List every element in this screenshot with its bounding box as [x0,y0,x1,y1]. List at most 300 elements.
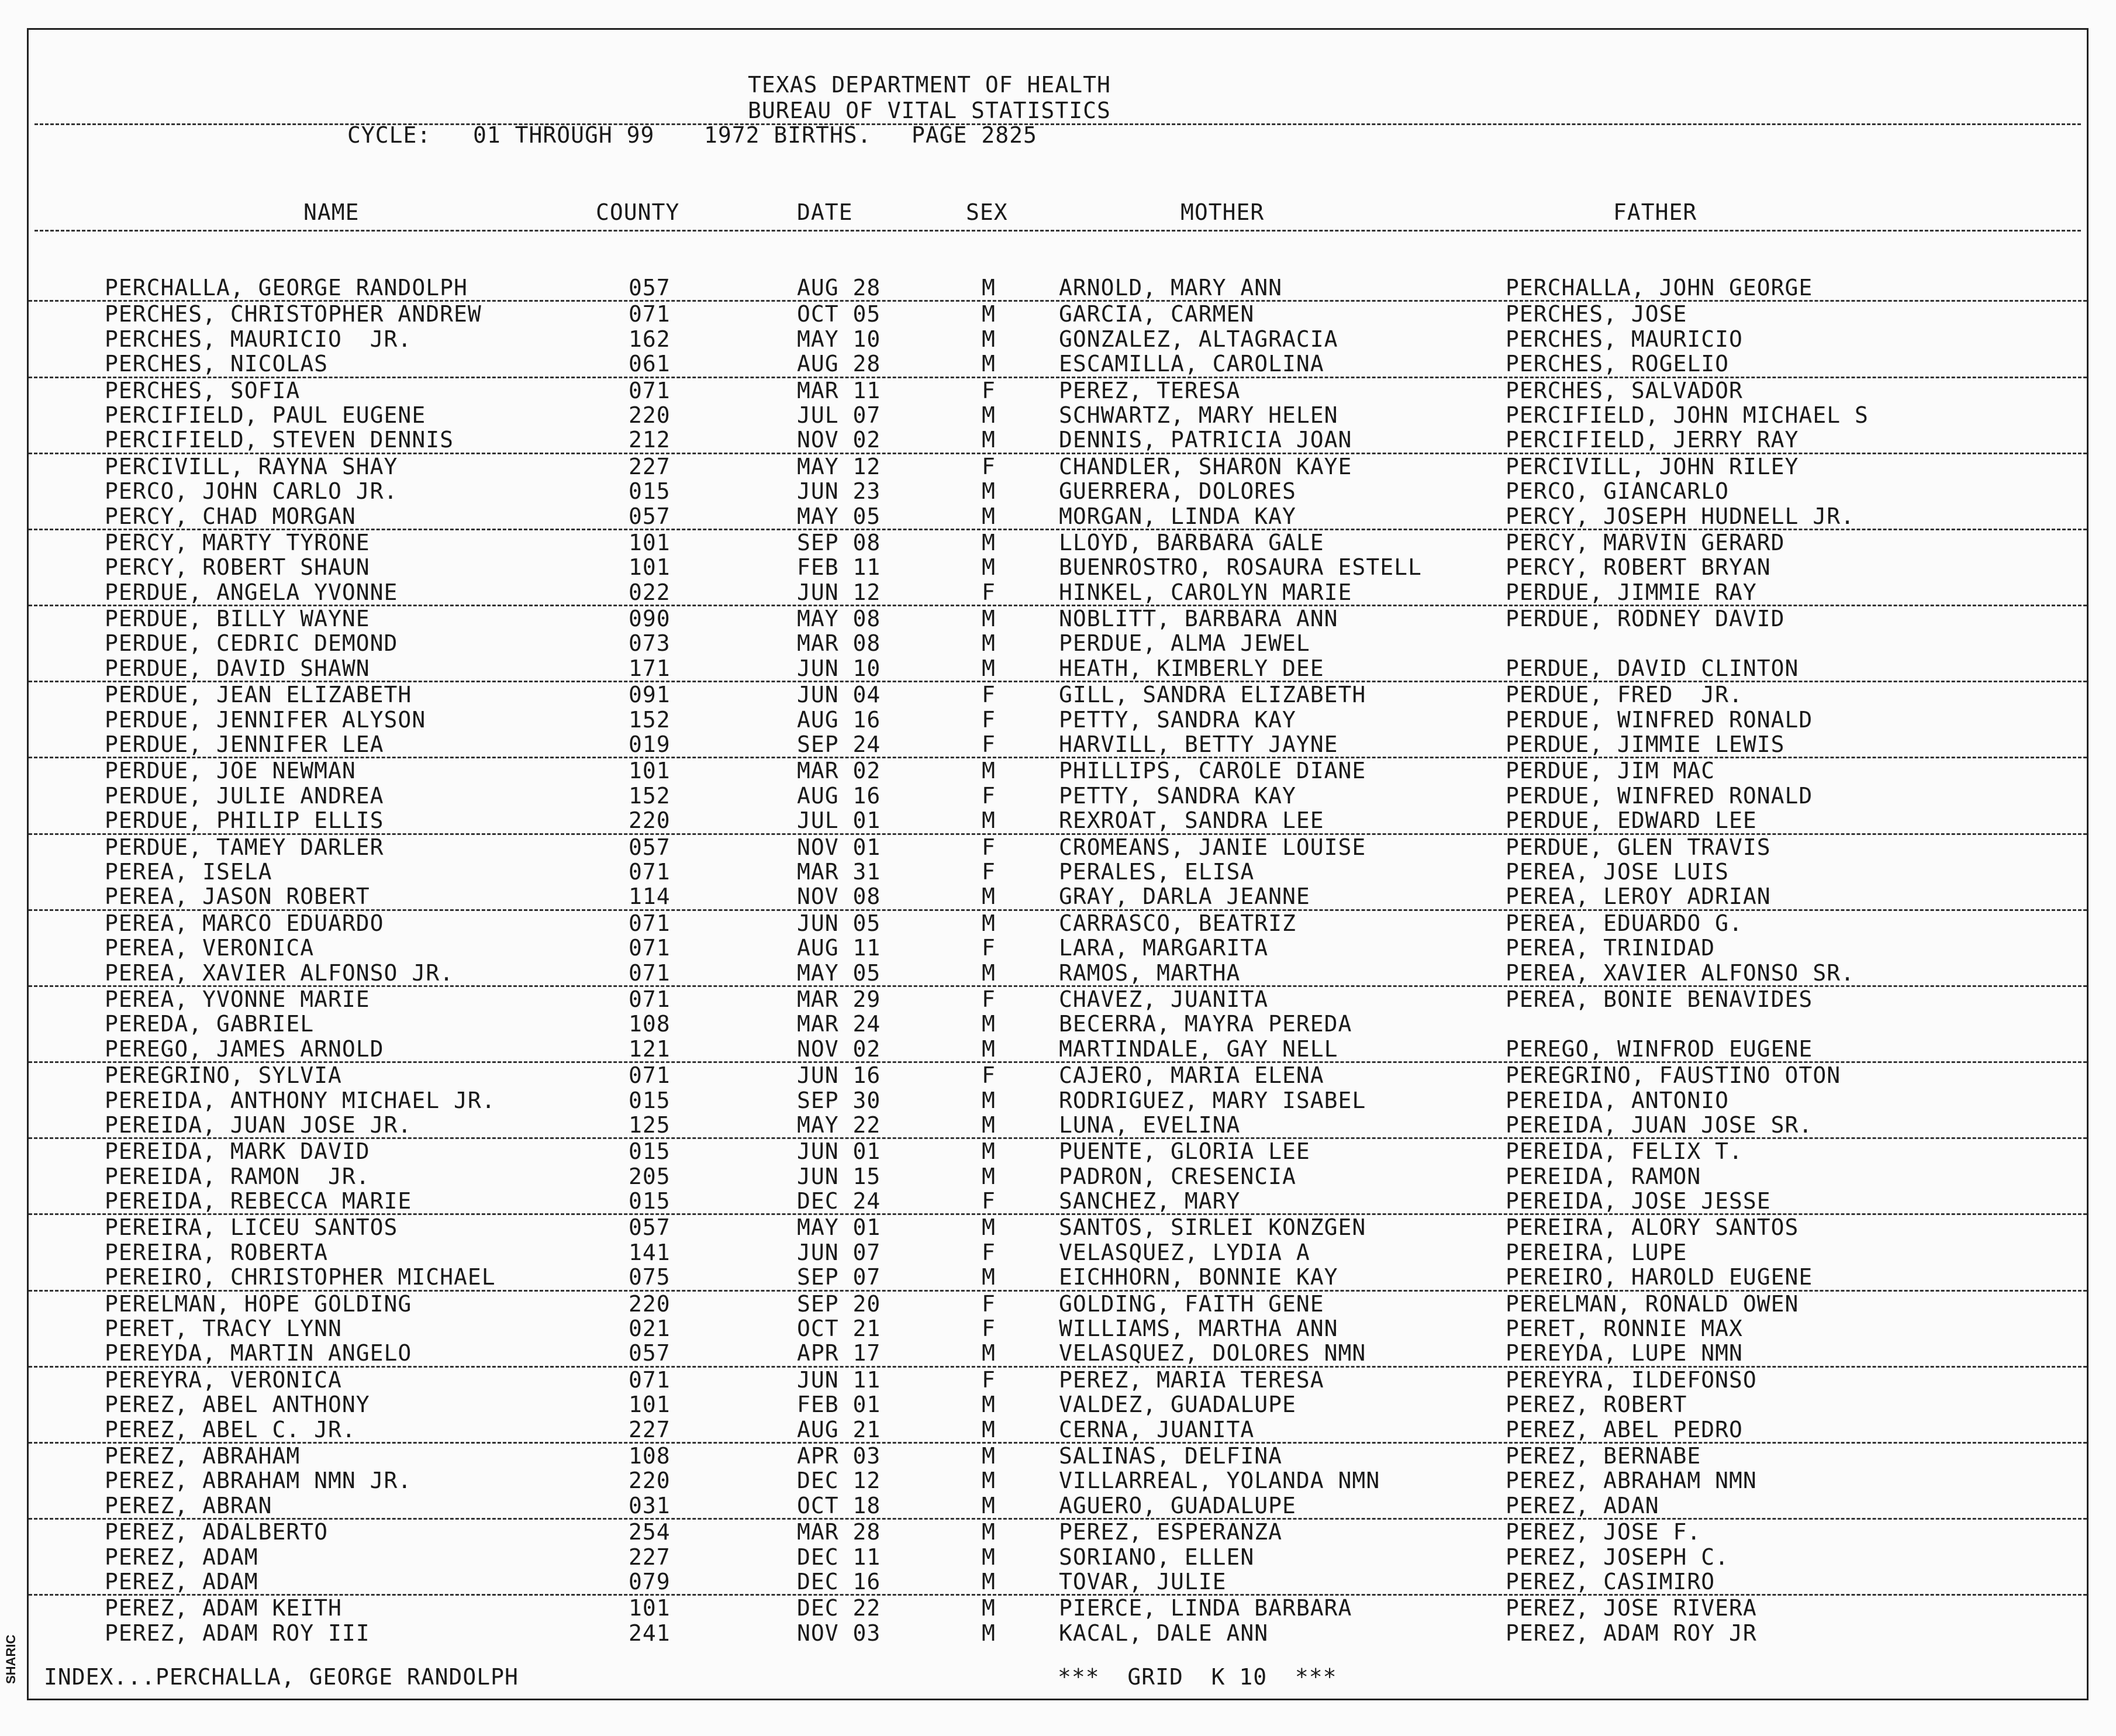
cell-name: PERDUE, JULIE ANDREA [105,782,384,809]
cell-mother: CAJERO, MARIA ELENA [1059,1062,1324,1089]
cell-sex: M [982,1163,996,1189]
cell-date: NOV 02 [797,1036,881,1062]
cell-sex: M [982,1595,996,1621]
cell-date: JUL 07 [797,402,881,428]
cell-sex: F [982,1366,996,1393]
table-row [29,1012,2087,1036]
cell-county: 071 [629,910,671,936]
cell-county: 079 [629,1568,671,1595]
cell-sex: M [982,1138,996,1165]
table-row [29,1341,2087,1367]
cell-name: PERCIVILL, RAYNA SHAY [105,453,398,479]
cell-county: 121 [629,1036,671,1062]
cell-county: 152 [629,706,671,733]
table-row [29,1292,2087,1316]
cell-sex: M [982,655,996,681]
cell-county: 091 [629,682,671,708]
cell-date: JUL 01 [797,807,881,834]
cell-sex: M [982,402,996,428]
cell-county: 057 [629,1340,671,1366]
cell-sex: M [982,478,996,505]
table-row [29,1493,2087,1520]
cell-date: MAY 22 [797,1112,881,1138]
cell-mother: RODRIGUEZ, MARY ISABEL [1059,1087,1366,1113]
cell-date: MAR 24 [797,1011,881,1037]
cell-father: PEREZ, JOSE RIVERA [1506,1595,1757,1621]
cell-date: OCT 18 [797,1492,881,1518]
table-row [29,732,2087,758]
cell-name: PERDUE, PHILIP ELLIS [105,807,384,834]
table-row [29,275,2087,302]
cell-sex: M [982,326,996,352]
cell-sex: M [982,351,996,377]
cell-sex: M [982,1468,996,1494]
cell-mother: VELASQUEZ, DOLORES NMN [1059,1340,1366,1366]
cell-mother: CARRASCO, BEATRIZ [1059,910,1296,936]
cell-mother: SORIANO, ELLEN [1059,1544,1255,1570]
cell-mother: CHAVEZ, JUANITA [1059,986,1269,1012]
cell-name: PEREIDA, ANTHONY MICHAEL JR. [105,1087,496,1113]
cell-county: 227 [629,1416,671,1442]
cell-father: PERDUE, JIMMIE RAY [1506,579,1757,605]
cell-father: PEREYRA, ILDEFONSO [1506,1366,1757,1393]
table-row [29,911,2087,936]
cell-father: PEREA, EDUARDO G. [1506,910,1743,936]
cell-mother: PERALES, ELISA [1059,858,1255,885]
cell-name: PERCY, MARTY TYRONE [105,529,370,555]
cell-sex: M [982,1492,996,1518]
birth-records-table [29,275,2087,1645]
cell-name: PEREIDA, RAMON JR. [105,1163,370,1189]
cell-name: PEREA, YVONNE MARIE [105,986,370,1012]
cell-county: 227 [629,1544,671,1570]
cell-county: 101 [629,758,671,784]
cell-sex: F [982,1062,996,1089]
cell-county: 108 [629,1442,671,1469]
table-row [29,1088,2087,1113]
cell-father: PEREIDA, JUAN JOSE SR. [1506,1112,1813,1138]
cell-father: PEREZ, JOSE F. [1506,1519,1701,1545]
cell-date: OCT 21 [797,1316,881,1342]
cell-name: PEREZ, ABRAHAM NMN JR. [105,1468,412,1494]
cell-county: 057 [629,503,671,529]
cell-father: PEREGO, WINFROD EUGENE [1506,1036,1813,1062]
cell-date: MAR 31 [797,858,881,885]
cell-mother: PEREZ, ESPERANZA [1059,1519,1283,1545]
cell-name: PEREZ, ADAM KEITH [105,1595,342,1621]
table-row [29,1444,2087,1468]
cell-name: PERDUE, TAMEY DARLER [105,834,384,860]
cell-name: PEREA, VERONICA [105,935,315,961]
cell-date: JUN 05 [797,910,881,936]
cell-father: PERDUE, EDWARD LEE [1506,807,1757,834]
cell-sex: F [982,1316,996,1342]
cell-date: JUN 01 [797,1138,881,1165]
cell-name: PEREDA, GABRIEL [105,1011,315,1037]
cell-sex: M [982,630,996,657]
cell-county: 101 [629,1595,671,1621]
table-row [29,1468,2087,1493]
cell-sex: M [982,1036,996,1062]
table-row [29,707,2087,732]
cell-name: PEREGO, JAMES ARNOLD [105,1036,384,1062]
cell-sex: F [982,453,996,479]
table-row [29,1520,2087,1544]
grid-footer: *** GRID K 10 *** [1058,1664,1337,1690]
table-row [29,1569,2087,1596]
cell-date: MAY 08 [797,606,881,632]
cell-name: PEREIRO, CHRISTOPHER MICHAEL [105,1264,496,1290]
cell-father: PEREIDA, ANTONIO [1506,1087,1730,1113]
cell-mother: KACAL, DALE ANN [1059,1620,1269,1646]
cell-date: JUN 07 [797,1239,881,1265]
table-row [29,936,2087,960]
page-label: PAGE 2825 [912,122,1037,148]
cell-name: PERDUE, JOE NEWMAN [105,758,356,784]
cell-mother: LUNA, EVELINA [1059,1112,1241,1138]
cell-mother: GOLDING, FAITH GENE [1059,1290,1324,1317]
report-title-line2: BUREAU OF VITAL STATISTICS [748,98,1111,123]
cell-date: MAR 11 [797,377,881,403]
cell-name: PERELMAN, HOPE GOLDING [105,1290,412,1317]
cell-mother: SALINAS, DELFINA [1059,1442,1283,1469]
table-row [29,784,2087,808]
cell-father: PEREA, JOSE LUIS [1506,858,1730,885]
cell-county: 015 [629,1087,671,1113]
cell-mother: VILLARREAL, YOLANDA NMN [1059,1468,1380,1494]
cell-father: PEREIDA, FELIX T. [1506,1138,1743,1165]
cell-name: PEREIRA, LICEU SANTOS [105,1214,398,1241]
cell-sex: M [982,1442,996,1469]
cell-name: PEREZ, ABRAHAM [105,1442,301,1469]
cell-mother: SANTOS, SIRLEI KONZGEN [1059,1214,1366,1241]
table-row [29,1368,2087,1392]
cell-father: PEREA, BONIE BENAVIDES [1506,986,1813,1012]
cell-date: SEP 20 [797,1290,881,1317]
cell-date: APR 03 [797,1442,881,1469]
cell-county: 090 [629,606,671,632]
cell-name: PERCHES, MAURICIO JR. [105,326,412,352]
cell-name: PERDUE, ANGELA YVONNE [105,579,398,605]
cell-name: PERCHALLA, GEORGE RANDOLPH [105,275,468,301]
cell-date: JUN 23 [797,478,881,505]
cell-mother: SANCHEZ, MARY [1059,1188,1241,1214]
cell-mother: MARTINDALE, GAY NELL [1059,1036,1338,1062]
cell-sex: M [982,554,996,581]
cell-father: PEREIRA, ALORY SANTOS [1506,1214,1799,1241]
cell-county: 101 [629,554,671,581]
cell-father: PERCY, MARVIN GERARD [1506,529,1785,555]
cell-father: PERDUE, RODNEY DAVID [1506,606,1785,632]
cell-date: MAR 08 [797,630,881,657]
cell-mother: AGUERO, GUADALUPE [1059,1492,1296,1518]
cell-father: PEREA, LEROY ADRIAN [1506,883,1771,910]
cell-county: 152 [629,782,671,809]
cell-father: PERCO, GIANCARLO [1506,478,1730,505]
cell-father: PERCHES, ROGELIO [1506,351,1730,377]
cell-mother: VALDEZ, GUADALUPE [1059,1392,1296,1418]
cell-date: JUN 04 [797,682,881,708]
cell-father: PERDUE, JIMMIE LEWIS [1506,731,1785,758]
cell-father: PERCIFIELD, JERRY RAY [1506,427,1799,453]
column-header-sex: SEX [966,199,1008,225]
cell-name: PEREYRA, VERONICA [105,1366,342,1393]
cell-mother: PETTY, SANDRA KAY [1059,706,1296,733]
cell-date: SEP 07 [797,1264,881,1290]
cell-date: OCT 05 [797,301,881,327]
cell-father: PEREZ, ADAN [1506,1492,1659,1518]
cell-name: PEREIDA, REBECCA MARIE [105,1188,412,1214]
cell-sex: F [982,935,996,961]
cell-date: MAY 12 [797,453,881,479]
table-row [29,327,2087,351]
cell-sex: M [982,427,996,453]
cell-county: 220 [629,807,671,834]
cell-county: 057 [629,275,671,301]
cell-father: PEREYDA, LUPE NMN [1506,1340,1743,1366]
cell-name: PEREA, XAVIER ALFONSO JR. [105,960,454,986]
cell-county: 220 [629,402,671,428]
table-row [29,580,2087,606]
cell-date: DEC 24 [797,1188,881,1214]
cell-mother: PETTY, SANDRA KAY [1059,782,1296,809]
table-row [29,1189,2087,1215]
cell-date: FEB 11 [797,554,881,581]
table-row [29,530,2087,555]
table-row [29,1240,2087,1265]
cell-mother: CERNA, JUANITA [1059,1416,1255,1442]
cell-father: PEREZ, ROBERT [1506,1392,1687,1418]
cell-sex: M [982,758,996,784]
cell-name: PERCO, JOHN CARLO JR. [105,478,398,505]
cell-name: PERCHES, NICOLAS [105,351,329,377]
cell-date: JUN 11 [797,1366,881,1393]
cell-sex: M [982,883,996,910]
cell-sex: F [982,377,996,403]
cell-father: PEREZ, BERNABE [1506,1442,1701,1469]
cell-mother: GRAY, DARLA JEANNE [1059,883,1310,910]
cell-county: 171 [629,655,671,681]
cell-date: NOV 02 [797,427,881,453]
table-row [29,884,2087,910]
cell-mother: VELASQUEZ, LYDIA A [1059,1239,1310,1265]
cell-county: 114 [629,883,671,910]
cycle-label: CYCLE: [347,122,432,148]
cell-date: DEC 12 [797,1468,881,1494]
cell-county: 125 [629,1112,671,1138]
cell-sex: F [982,986,996,1012]
table-row [29,504,2087,530]
table-row [29,1164,2087,1189]
cell-father: PEREZ, CASIMIRO [1506,1568,1715,1595]
cell-mother: CHANDLER, SHARON KAYE [1059,453,1352,479]
cell-county: 071 [629,935,671,961]
cell-county: 205 [629,1163,671,1189]
table-row [29,1596,2087,1620]
cell-sex: M [982,1340,996,1366]
cell-father: PERCIVILL, JOHN RILEY [1506,453,1799,479]
cell-county: 021 [629,1316,671,1342]
column-header-county: COUNTY [596,199,680,225]
cell-father: PERDUE, WINFRED RONALD [1506,706,1813,733]
cycle-value: 01 THROUGH 99 [473,122,655,148]
cell-mother: HARVILL, BETTY JAYNE [1059,731,1338,758]
cell-sex: F [982,858,996,885]
cell-county: 254 [629,1519,671,1545]
cell-sex: M [982,1214,996,1241]
cell-county: 015 [629,1138,671,1165]
cell-name: PERCY, CHAD MORGAN [105,503,356,529]
cell-mother: GARCIA, CARMEN [1059,301,1255,327]
cell-name: PEREA, ISELA [105,858,272,885]
cell-date: AUG 28 [797,275,881,301]
header-rule [34,123,2081,125]
index-footer: INDEX...PERCHALLA, GEORGE RANDOLPH [44,1664,519,1690]
cell-county: 108 [629,1011,671,1037]
table-row [29,1417,2087,1444]
table-row [29,835,2087,860]
cell-county: 071 [629,986,671,1012]
cell-name: PEREZ, ADAM ROY III [105,1620,370,1646]
cell-date: MAY 01 [797,1214,881,1241]
cell-county: 073 [629,630,671,657]
cell-date: DEC 11 [797,1544,881,1570]
cell-mother: PIERCE, LINDA BARBARA [1059,1595,1352,1621]
cell-county: 075 [629,1264,671,1290]
cell-sex: F [982,682,996,708]
cell-mother: TOVAR, JULIE [1059,1568,1227,1595]
cell-mother: DENNIS, PATRICIA JOAN [1059,427,1352,453]
cell-county: 101 [629,529,671,555]
cell-name: PERCY, ROBERT SHAUN [105,554,370,581]
cell-father: PERELMAN, RONALD OWEN [1506,1290,1799,1317]
cell-sex: M [982,1264,996,1290]
cell-father: PEREA, XAVIER ALFONSO SR. [1506,960,1855,986]
cell-mother: PEREZ, MARIA TERESA [1059,1366,1324,1393]
cell-father: PEREZ, ABRAHAM NMN [1506,1468,1757,1494]
column-header-father: FATHER [1613,199,1697,225]
cell-mother: PERDUE, ALMA JEWEL [1059,630,1310,657]
cell-father: PERCHES, SALVADOR [1506,377,1743,403]
cell-county: 101 [629,1392,671,1418]
table-row [29,302,2087,326]
cell-county: 061 [629,351,671,377]
cell-name: PEREIRA, ROBERTA [105,1239,329,1265]
cell-father: PEREIRO, HAROLD EUGENE [1506,1264,1813,1290]
cell-mother: CROMEANS, JANIE LOUISE [1059,834,1366,860]
cell-sex: M [982,1011,996,1037]
cell-name: PERDUE, DAVID SHAWN [105,655,370,681]
cell-name: PEREA, JASON ROBERT [105,883,370,910]
cell-sex: M [982,275,996,301]
cell-name: PERCIFIELD, PAUL EUGENE [105,402,426,428]
cell-sex: F [982,579,996,605]
cell-mother: PEREZ, TERESA [1059,377,1241,403]
cell-sex: M [982,606,996,632]
table-row [29,1063,2087,1088]
cell-father: PERCY, ROBERT BRYAN [1506,554,1771,581]
cell-mother: HINKEL, CAROLYN MARIE [1059,579,1352,605]
cell-father: PERDUE, WINFRED RONALD [1506,782,1813,809]
cell-mother: SCHWARTZ, MARY HELEN [1059,402,1338,428]
cell-name: PEREZ, ADAM [105,1544,258,1570]
cell-sex: M [982,301,996,327]
cell-father: PEREIDA, JOSE JESSE [1506,1188,1771,1214]
cell-father: PERET, RONNIE MAX [1506,1316,1743,1342]
cell-county: 212 [629,427,671,453]
cell-sex: F [982,1239,996,1265]
cell-county: 057 [629,834,671,860]
cell-sex: F [982,1188,996,1214]
cell-father: PERCHES, MAURICIO [1506,326,1743,352]
cell-mother: PUENTE, GLORIA LEE [1059,1138,1310,1165]
cell-sex: M [982,1568,996,1595]
cell-sex: M [982,529,996,555]
cell-date: MAY 05 [797,960,881,986]
cell-father: PEREA, TRINIDAD [1506,935,1715,961]
cell-sex: F [982,1290,996,1317]
column-header-mother: MOTHER [1180,199,1265,225]
cell-date: DEC 22 [797,1595,881,1621]
cell-father: PEREGRINO, FAUSTINO OTON [1506,1062,1841,1089]
cell-county: 071 [629,858,671,885]
cell-father: PEREIRA, LUPE [1506,1239,1687,1265]
cell-mother: EICHHORN, BONNIE KAY [1059,1264,1338,1290]
report-frame [27,28,2089,1700]
table-row [29,1265,2087,1291]
cell-father: PEREZ, ABEL PEDRO [1506,1416,1743,1442]
cell-name: PERCHES, SOFIA [105,377,301,403]
table-row [29,1621,2087,1645]
cell-mother: GONZALEZ, ALTAGRACIA [1059,326,1338,352]
cell-father: PEREZ, ADAM ROY JR [1506,1620,1757,1646]
cell-county: 071 [629,960,671,986]
cell-sex: F [982,731,996,758]
cell-father: PERDUE, GLEN TRAVIS [1506,834,1771,860]
column-header-date: DATE [797,199,853,225]
cell-county: 031 [629,1492,671,1518]
cell-sex: M [982,503,996,529]
table-row [29,479,2087,503]
cell-name: PEREIDA, JUAN JOSE JR. [105,1112,412,1138]
cell-county: 071 [629,1366,671,1393]
cell-sex: M [982,1087,996,1113]
cell-date: JUN 10 [797,655,881,681]
cell-name: PERCHES, CHRISTOPHER ANDREW [105,301,482,327]
side-label: SHARIC [4,1634,18,1684]
table-row [29,1215,2087,1240]
cell-date: AUG 16 [797,782,881,809]
cell-father: PERCHES, JOSE [1506,301,1687,327]
cell-date: JUN 15 [797,1163,881,1189]
cell-mother: ARNOLD, MARY ANN [1059,275,1283,301]
cell-name: PERDUE, BILLY WAYNE [105,606,370,632]
column-header-name: NAME [303,199,360,225]
cell-father: PEREZ, JOSEPH C. [1506,1544,1730,1570]
cell-mother: PADRON, CRESENCIA [1059,1163,1296,1189]
cell-date: NOV 08 [797,883,881,910]
table-row [29,427,2087,454]
cell-date: MAR 02 [797,758,881,784]
cell-name: PEREA, MARCO EDUARDO [105,910,384,936]
table-row [29,808,2087,834]
cell-sex: F [982,782,996,809]
cell-sex: M [982,1112,996,1138]
table-row [29,1392,2087,1417]
cell-father: PERDUE, JIM MAC [1506,758,1715,784]
cell-name: PERDUE, JENNIFER ALYSON [105,706,426,733]
cell-date: SEP 08 [797,529,881,555]
